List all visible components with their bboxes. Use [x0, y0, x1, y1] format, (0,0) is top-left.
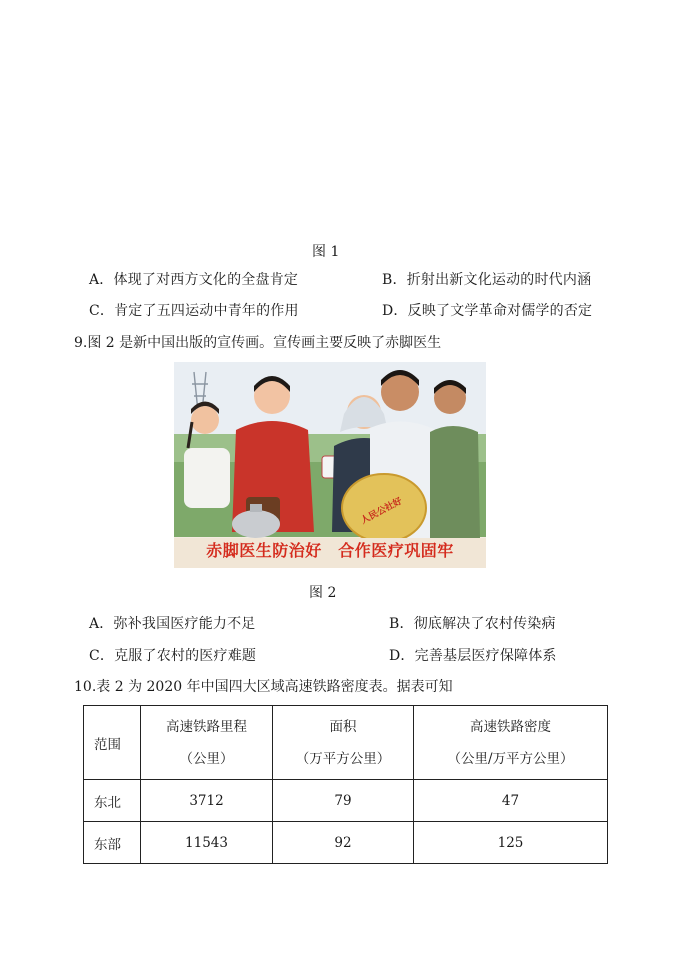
figure-2-caption: 图 2 — [309, 585, 337, 601]
poster-slogan: 赤脚医生防治好 合作医疗巩固牢 — [206, 541, 454, 560]
header-density-line1: 高速铁路密度 — [470, 718, 551, 735]
header-mileage — [141, 706, 273, 780]
q8-option-d[interactable]: D．反映了文学革命对儒学的否定 — [382, 303, 593, 319]
q8-option-c[interactable]: C．肯定了五四运动中青年的作用 — [89, 303, 299, 319]
cell-density: 125 — [414, 822, 608, 864]
header-mileage-line2: （公里） — [179, 750, 234, 767]
header-density — [414, 706, 608, 780]
q8-option-b[interactable]: B．折射出新文化运动的时代内涵 — [382, 272, 592, 288]
q9-stem: 9.图 2 是新中国出版的宣传画。宣传画主要反映了赤脚医生 — [74, 335, 442, 351]
q8-option-a[interactable]: A．体现了对西方文化的全盘肯定 — [89, 272, 299, 288]
q10-stem: 10.表 2 为 2020 年中国四大区域高速铁路密度表。据表可知 — [74, 679, 453, 695]
header-area-line2: （万平方公里） — [295, 750, 391, 767]
q9-option-a[interactable]: A．弥补我国医疗能力不足 — [89, 616, 256, 632]
q9-option-b[interactable]: B．彻底解决了农村传染病 — [389, 616, 556, 632]
q9-option-c[interactable]: C．克服了农村的医疗难题 — [89, 648, 257, 664]
table-row — [84, 780, 608, 822]
table-row — [84, 822, 608, 864]
header-density-line2: （公里/万平方公里） — [447, 750, 574, 767]
figure-1-caption: 图 1 — [312, 244, 340, 260]
header-range: 范围 — [84, 706, 141, 780]
header-mileage-line1: 高速铁路里程 — [166, 718, 247, 735]
cell-mileage: 3712 — [141, 780, 273, 822]
cell-area: 92 — [273, 822, 414, 864]
cell-region: 东北 — [84, 780, 141, 822]
poster-seal-text: 人民公社好 — [359, 496, 405, 527]
header-area — [273, 706, 414, 780]
cell-mileage: 11543 — [141, 822, 273, 864]
propaganda-poster — [174, 362, 486, 568]
cell-region: 东部 — [84, 822, 141, 864]
hsr-density-table — [83, 705, 608, 864]
q9-option-d[interactable]: D．完善基层医疗保障体系 — [389, 648, 557, 664]
cell-area: 79 — [273, 780, 414, 822]
cell-density: 47 — [414, 780, 608, 822]
table-header-row — [84, 706, 608, 780]
header-area-line1: 面积 — [329, 718, 357, 735]
